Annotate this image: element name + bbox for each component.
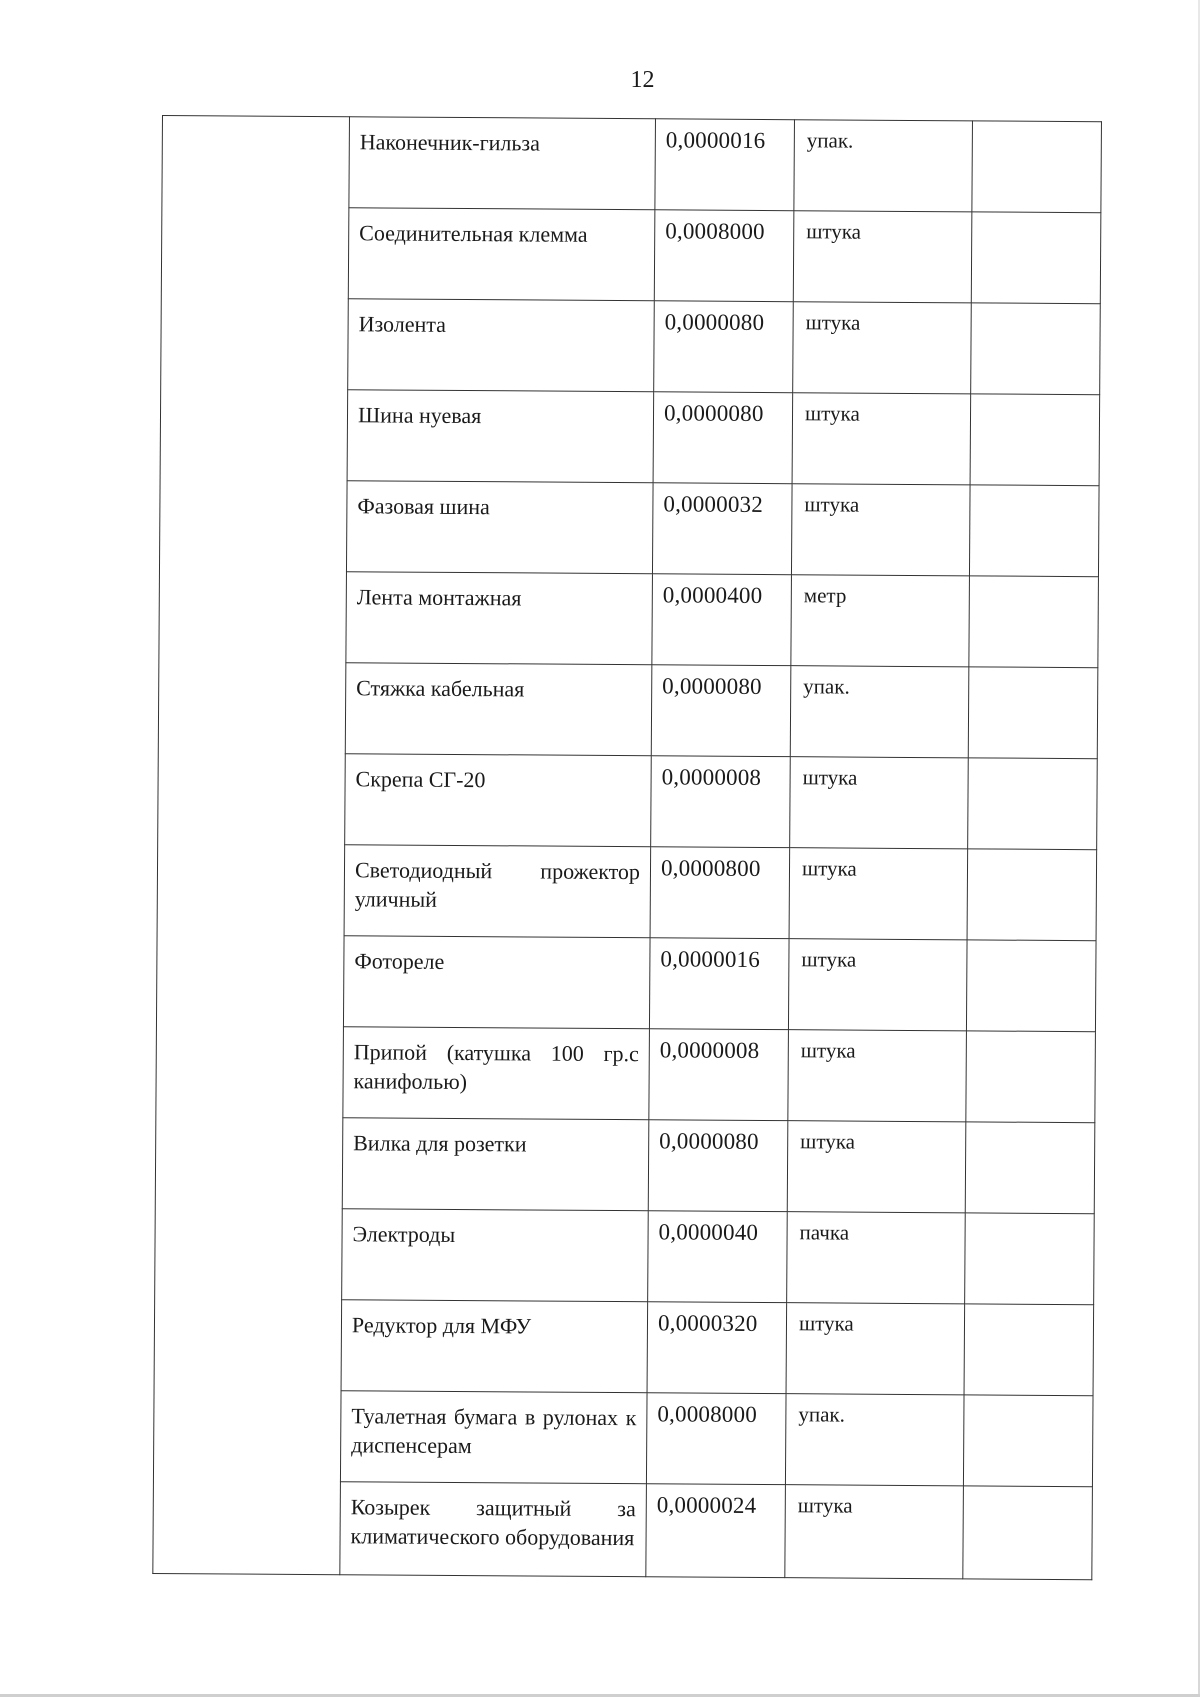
item-name-cell: Наконечник-гильза (349, 117, 656, 210)
item-name-cell: Скрепа СГ-20 (345, 754, 652, 847)
page-number: 12 (630, 67, 655, 93)
item-quantity-cell: 0,0000024 (646, 1484, 786, 1578)
empty-cell (970, 394, 1100, 486)
item-name-cell: Козырек защитный за климатического оборудования (340, 1482, 647, 1577)
empty-cell (963, 1395, 1093, 1487)
item-name-cell: Изолента (348, 299, 655, 392)
item-unit-cell: упак. (794, 120, 973, 212)
empty-cell (966, 940, 1096, 1032)
empty-cell (965, 1122, 1095, 1214)
materials-table (152, 115, 1102, 1580)
item-name-cell: Шина нуевая (347, 390, 654, 483)
item-unit-cell: штука (792, 393, 971, 485)
item-quantity-cell: 0,0000080 (653, 392, 793, 484)
empty-cell (968, 758, 1098, 850)
item-unit-cell: штука (786, 1303, 965, 1395)
item-unit-cell: штука (791, 484, 970, 576)
merged-left-cell (153, 116, 350, 1575)
empty-cell (965, 1213, 1095, 1305)
item-unit-cell: метр (791, 575, 970, 667)
empty-cell (971, 212, 1101, 304)
item-quantity-cell: 0,0000008 (649, 1029, 789, 1121)
item-unit-cell: штука (793, 302, 972, 394)
item-name-cell: Соединительная клемма (348, 208, 655, 301)
item-unit-cell: штука (789, 848, 968, 940)
item-quantity-cell: 0,0000032 (652, 483, 792, 575)
item-quantity-cell: 0,0000040 (648, 1211, 788, 1303)
empty-cell (968, 667, 1098, 759)
empty-cell (969, 576, 1099, 668)
item-quantity-cell: 0,0000080 (654, 301, 794, 393)
item-unit-cell: упак. (790, 666, 969, 758)
item-name-cell: Фотореле (343, 936, 650, 1029)
item-name-cell: Вилка для розетки (342, 1118, 649, 1211)
item-name-cell: Припой (катушка 100 гр.с канифолью) (343, 1027, 650, 1120)
item-name-cell: Светодиодный прожектор уличный (344, 845, 651, 938)
table-row (162, 116, 1102, 213)
empty-cell (972, 121, 1102, 213)
item-quantity-cell: 0,0000008 (651, 756, 791, 848)
item-quantity-cell: 0,0008000 (654, 210, 794, 302)
item-quantity-cell: 0,0000320 (647, 1302, 787, 1394)
item-quantity-cell: 0,0000080 (648, 1120, 788, 1212)
item-quantity-cell: 0,0008000 (646, 1393, 786, 1485)
empty-cell (964, 1304, 1094, 1396)
empty-cell (971, 303, 1101, 395)
item-unit-cell: штука (785, 1485, 964, 1579)
item-quantity-cell: 0,0000800 (650, 847, 790, 939)
empty-cell (966, 1031, 1096, 1123)
empty-cell (963, 1486, 1093, 1580)
item-name-cell: Электроды (342, 1209, 649, 1302)
item-quantity-cell: 0,0000016 (649, 938, 789, 1030)
item-name-cell: Редуктор для МФУ (341, 1300, 648, 1393)
item-unit-cell: штука (788, 1030, 967, 1122)
item-name-cell: Стяжка кабельная (345, 663, 652, 756)
item-unit-cell: упак. (785, 1394, 964, 1486)
empty-cell (969, 485, 1099, 577)
item-quantity-cell: 0,0000080 (651, 665, 791, 757)
item-name-cell: Фазовая шина (346, 481, 653, 574)
item-unit-cell: пачка (787, 1212, 966, 1304)
item-name-cell: Лента монтажная (346, 572, 653, 665)
item-unit-cell: штука (790, 757, 969, 849)
item-unit-cell: штука (788, 939, 967, 1031)
materials-table-container (152, 115, 1102, 1578)
item-unit-cell: штука (787, 1121, 966, 1213)
empty-cell (967, 849, 1097, 941)
item-quantity-cell: 0,0000400 (652, 574, 792, 666)
item-name-cell: Туалетная бумага в рулонах к диспенсерам (340, 1391, 647, 1484)
item-unit-cell: штука (793, 211, 972, 303)
item-quantity-cell: 0,0000016 (655, 119, 795, 211)
